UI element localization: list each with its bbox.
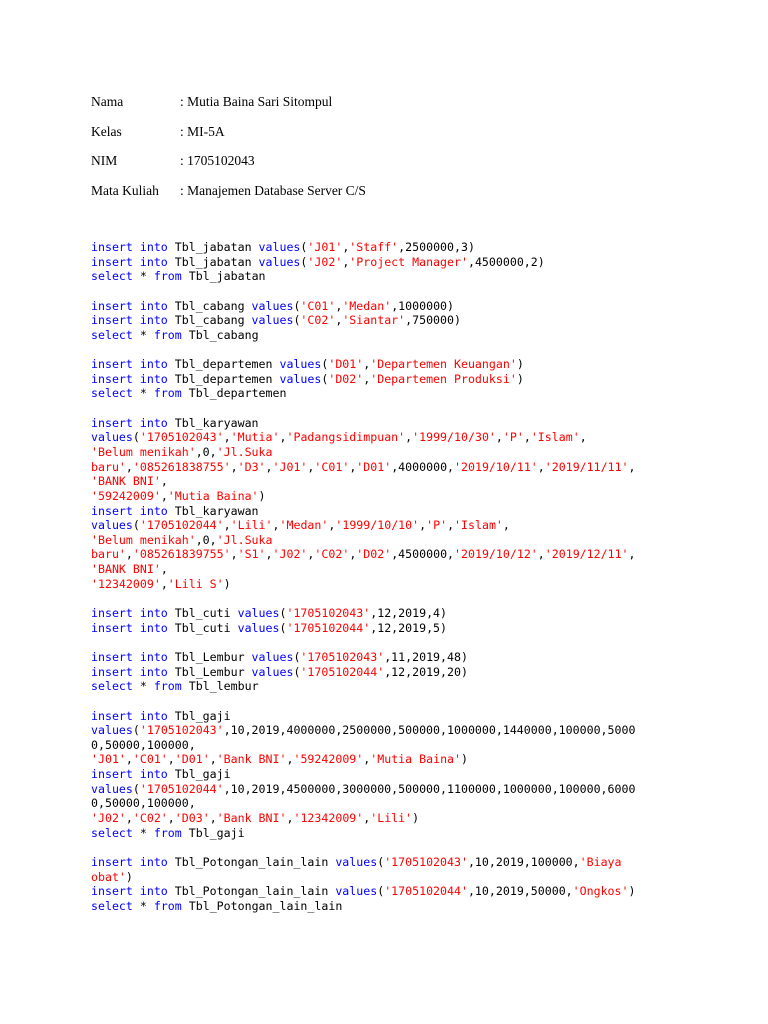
sql-text: , (405, 430, 413, 445)
sql-string: 'Bank BNI' (216, 752, 287, 767)
sql-text: Tbl_karyawan (174, 415, 259, 430)
sql-keyword: from (153, 386, 189, 401)
sql-text: , (523, 430, 531, 445)
sql-text: ( (377, 854, 385, 869)
sql-keyword: insert into (91, 620, 175, 635)
sql-text: , (537, 547, 545, 562)
sql-keyword: values (251, 313, 294, 328)
sql-text: ) (516, 371, 524, 386)
sql-string: 'C02' (132, 810, 168, 825)
code-line (91, 855, 636, 870)
sql-text: ) (628, 884, 636, 899)
sql-keyword: insert into (91, 298, 175, 313)
sql-block (91, 855, 636, 914)
sql-string: 'D3' (237, 459, 266, 474)
sql-text: ) (125, 869, 133, 884)
sql-keyword: select (91, 679, 140, 694)
sql-text: , (230, 547, 238, 562)
sql-string: 'J01' (91, 752, 126, 767)
sql-text: , (502, 518, 510, 533)
sql-text: ( (293, 664, 301, 679)
sql-text: 0,50000,100000, (91, 796, 196, 811)
sql-text: Tbl_cuti (174, 620, 238, 635)
sql-string: 'C01' (314, 459, 350, 474)
sql-text: , (307, 459, 315, 474)
sql-block (91, 606, 636, 635)
sql-text: ,4000000, (391, 459, 455, 474)
sql-text: , (125, 810, 133, 825)
code-line (91, 416, 636, 431)
sql-text: Tbl_cabang (188, 327, 259, 342)
sql-text: , (160, 474, 168, 489)
sql-text: ,2500000,3) (398, 240, 475, 254)
sql-text: * (139, 269, 154, 284)
sql-keyword: select (91, 898, 140, 913)
sql-string: 'Mutia Baina' (370, 752, 462, 767)
sql-text: ( (132, 430, 140, 445)
sql-string: 'Islam' (454, 518, 503, 533)
sql-string: 'BANK BNI' (91, 474, 161, 489)
sql-string: 'Lili S' (167, 576, 224, 591)
sql-text: ( (132, 781, 140, 796)
sql-text: ( (279, 606, 287, 621)
sql-string: '12342009' (91, 576, 161, 591)
sql-text: Tbl_Potongan_lain_lain (174, 884, 336, 899)
sql-keyword: select (91, 327, 140, 342)
sql-text: , (125, 459, 133, 474)
sql-string: 'Project Manager' (349, 254, 468, 269)
sql-text: ,10,2019,4500000,3000000,500000,1100000,1000000,100000,6000 (223, 781, 636, 796)
code-line (91, 533, 636, 548)
code-line (91, 665, 636, 680)
sql-string: '1705102043' (139, 430, 224, 445)
sql-text: Tbl_jabatan (174, 254, 259, 269)
sql-text: Tbl_Lembur (174, 649, 252, 664)
sql-string: 'Jl.Suka (216, 532, 273, 547)
sql-string: '2019/10/11' (454, 459, 538, 474)
sql-text: Tbl_gaji (174, 708, 231, 723)
sql-text: ,11,2019,48) (384, 649, 468, 664)
sql-string: 'C02' (300, 313, 336, 328)
sql-text: Tbl_jabatan (174, 240, 259, 254)
sql-text: ( (300, 254, 308, 269)
sql-string: 'BANK BNI' (91, 562, 161, 577)
sql-keyword: insert into (91, 240, 175, 254)
sql-text: ( (293, 649, 301, 664)
sql-text: ,4500000, (391, 547, 455, 562)
sql-text: , (209, 752, 217, 767)
code-line (91, 489, 636, 504)
sql-text: , (223, 518, 231, 533)
sql-text: , (363, 752, 371, 767)
sql-text: , (363, 371, 371, 386)
sql-string: 'Mutia Baina' (167, 488, 259, 503)
code-line (91, 299, 636, 314)
block-gap (91, 635, 636, 650)
sql-text: ) (258, 488, 266, 503)
block-gap (91, 342, 636, 357)
code-line (91, 430, 636, 445)
sql-text: , (335, 298, 343, 313)
sql-keyword: from (153, 825, 189, 840)
info-label: Kelas (91, 123, 122, 139)
sql-keyword: select (91, 386, 140, 401)
code-line (91, 445, 636, 460)
sql-text: ( (377, 884, 385, 899)
sql-text: * (139, 327, 154, 342)
sql-keyword: from (153, 327, 189, 342)
sql-string: '1705102044' (139, 518, 224, 533)
sql-string: '1705102044' (139, 781, 224, 796)
sql-text: Tbl_karyawan (174, 503, 259, 518)
sql-string: 'P' (426, 518, 448, 533)
sql-text: ) (223, 576, 231, 591)
sql-text: , (286, 810, 294, 825)
sql-keyword: values (91, 781, 133, 796)
code-line (91, 899, 636, 914)
sql-block (91, 709, 636, 841)
sql-string: 'Bank BNI' (216, 810, 287, 825)
sql-keyword: insert into (91, 664, 175, 679)
sql-string: '2019/11/11' (544, 459, 629, 474)
sql-string: '12342009' (293, 810, 364, 825)
sql-keyword: values (237, 606, 280, 621)
code-line (91, 562, 636, 577)
sql-string: 'D01' (174, 752, 210, 767)
sql-string: 'Ongkos' (572, 884, 629, 899)
sql-text: , (349, 547, 357, 562)
sql-string: 'Staff' (349, 240, 399, 254)
sql-keyword: values (251, 664, 294, 679)
sql-keyword: values (251, 649, 294, 664)
sql-string: 'Departemen Keuangan' (370, 357, 517, 372)
sql-string: 'C01' (300, 298, 336, 313)
code-line (91, 723, 636, 738)
sql-text: , (628, 547, 636, 562)
code-line (91, 474, 636, 489)
sql-text: , (342, 254, 350, 269)
sql-string: '1999/10/10' (335, 518, 420, 533)
block-gap (91, 284, 636, 299)
code-line (91, 328, 636, 343)
sql-string: baru' (91, 459, 126, 474)
sql-keyword: values (91, 518, 133, 533)
sql-text: , (209, 810, 217, 825)
sql-text: Tbl_jabatan (188, 269, 266, 284)
sql-text: ( (321, 371, 329, 386)
block-gap (91, 694, 636, 709)
sql-string: 'D01' (328, 357, 364, 372)
sql-block (91, 357, 636, 401)
sql-keyword: values (237, 620, 280, 635)
sql-keyword: values (91, 430, 133, 445)
sql-string: 'D03' (174, 810, 210, 825)
sql-keyword: values (258, 254, 301, 269)
sql-keyword: insert into (91, 254, 175, 269)
sql-text: , (230, 459, 238, 474)
sql-text: Tbl_lembur (188, 679, 259, 694)
sql-text: , (419, 518, 427, 533)
sql-string: '1705102044' (300, 664, 385, 679)
info-label: NIM (91, 153, 118, 169)
code-line (91, 709, 636, 724)
sql-keyword: insert into (91, 357, 175, 372)
sql-keyword: insert into (91, 503, 175, 518)
sql-text: , (272, 518, 280, 533)
sql-text: * (139, 898, 154, 913)
sql-text: , (628, 459, 636, 474)
sql-string: 'C01' (132, 752, 168, 767)
sql-keyword: insert into (91, 371, 175, 386)
sql-string: '1705102043' (300, 649, 385, 664)
sql-code-listing (91, 240, 636, 913)
sql-text: , (363, 810, 371, 825)
sql-string: 'J01' (307, 240, 343, 254)
sql-string: 'Medan' (279, 518, 329, 533)
code-line (91, 372, 636, 387)
sql-keyword: select (91, 825, 140, 840)
sql-text: ) (516, 357, 524, 372)
sql-string: 'S1' (237, 547, 266, 562)
info-value: : Manajemen Database Server C/S (180, 182, 366, 198)
info-value: : 1705102043 (180, 153, 255, 169)
sql-text: ,0, (195, 444, 217, 459)
sql-string: 'J02' (272, 547, 308, 562)
code-line (91, 255, 636, 270)
sql-keyword: from (153, 898, 189, 913)
sql-block (91, 240, 636, 284)
sql-string: 'Padangsidimpuan' (286, 430, 406, 445)
code-line (91, 650, 636, 665)
sql-string: '1705102044' (384, 884, 468, 899)
sql-string: 'Islam' (530, 430, 580, 445)
code-line (91, 796, 636, 811)
sql-string: 'D02' (356, 547, 392, 562)
code-line (91, 782, 636, 797)
sql-text: ( (132, 723, 140, 738)
sql-keyword: from (153, 679, 189, 694)
sql-string: '1705102043' (384, 854, 468, 869)
code-line (91, 269, 636, 284)
sql-string: obat' (91, 869, 126, 884)
sql-text: ( (293, 298, 301, 313)
sql-text: Tbl_gaji (188, 825, 245, 840)
code-line (91, 460, 636, 475)
sql-keyword: values (335, 854, 378, 869)
sql-string: 'Jl.Suka (216, 444, 273, 459)
sql-block (91, 650, 636, 694)
sql-text: , (279, 430, 287, 445)
sql-text: ,12,2019,20) (384, 664, 468, 679)
sql-string: '2019/12/11' (544, 547, 629, 562)
block-gap (91, 591, 636, 606)
sql-string: 'Medan' (342, 298, 392, 313)
code-line (91, 870, 636, 885)
code-line (91, 577, 636, 592)
sql-text: , (167, 810, 175, 825)
sql-text: , (265, 547, 273, 562)
code-line (91, 738, 636, 753)
sql-text: , (265, 459, 273, 474)
sql-text: , (223, 430, 231, 445)
sql-text: , (160, 488, 168, 503)
code-line (91, 386, 636, 401)
sql-keyword: insert into (91, 313, 175, 328)
sql-text: Tbl_departemen (188, 386, 287, 401)
sql-text: , (447, 518, 455, 533)
sql-text: Tbl_departemen (174, 357, 280, 372)
sql-text: ,10,2019,4000000,2500000,500000,1000000,1440000,100000,5000 (223, 723, 636, 738)
sql-string: '085261838755' (132, 459, 231, 474)
sql-string: '1705102043' (286, 606, 371, 621)
code-line (91, 752, 636, 767)
sql-text: , (167, 752, 175, 767)
sql-string: 'J02' (307, 254, 343, 269)
sql-keyword: insert into (91, 767, 175, 782)
sql-keyword: values (279, 357, 322, 372)
info-value: : Mutia Baina Sari Sitompul (180, 94, 333, 109)
sql-text: ,12,2019,5) (370, 620, 448, 635)
sql-string: 'D02' (328, 371, 364, 386)
sql-string: 'J01' (272, 459, 308, 474)
sql-keyword: values (335, 884, 378, 899)
sql-keyword: insert into (91, 415, 175, 430)
code-line (91, 240, 636, 255)
sql-text: Tbl_cuti (174, 606, 238, 621)
sql-string: 'P' (502, 430, 524, 445)
code-line (91, 313, 636, 328)
sql-text: ( (279, 620, 287, 635)
sql-text: ,12,2019,4) (370, 606, 448, 621)
sql-text: * (139, 679, 154, 694)
block-gap (91, 401, 636, 416)
info-label: Nama (91, 94, 124, 109)
sql-text: , (160, 576, 168, 591)
sql-keyword: select (91, 269, 140, 284)
code-line (91, 826, 636, 841)
sql-string: 'C02' (314, 547, 350, 562)
sql-keyword: insert into (91, 649, 175, 664)
info-value: : MI-5A (180, 123, 225, 139)
sql-block (91, 299, 636, 343)
sql-keyword: values (251, 298, 294, 313)
sql-text: ( (300, 240, 308, 254)
sql-text: ,10,2019,50000, (467, 884, 573, 899)
block-gap (91, 840, 636, 855)
sql-text: * (139, 825, 154, 840)
sql-keyword: insert into (91, 884, 175, 899)
sql-text: , (363, 357, 371, 372)
sql-keyword: insert into (91, 708, 175, 723)
sql-string: 'Biaya (579, 854, 622, 869)
sql-text: , (349, 459, 357, 474)
sql-keyword: insert into (91, 606, 175, 621)
sql-string: '59242009' (293, 752, 364, 767)
code-line (91, 767, 636, 782)
sql-text: ,4500000,2) (467, 254, 545, 269)
sql-text: , (328, 518, 336, 533)
sql-text: Tbl_Lembur (174, 664, 252, 679)
sql-text: , (537, 459, 545, 474)
sql-string: baru' (91, 547, 126, 562)
sql-text: , (342, 240, 350, 254)
sql-string: '2019/10/12' (454, 547, 538, 562)
sql-string: 'Lili' (370, 810, 413, 825)
sql-string: 'D01' (356, 459, 392, 474)
sql-string: 'J02' (91, 810, 126, 825)
sql-text: Tbl_Potongan_lain_lain (188, 898, 343, 913)
sql-string: 'Lili' (230, 518, 273, 533)
sql-text: , (160, 562, 168, 577)
code-line (91, 606, 636, 621)
sql-text: Tbl_departemen (174, 371, 280, 386)
code-line (91, 679, 636, 694)
sql-keyword: values (279, 371, 322, 386)
sql-string: '1705102044' (286, 620, 371, 635)
code-line (91, 547, 636, 562)
sql-string: 'Departemen Produksi' (370, 371, 517, 386)
sql-text: Tbl_Potongan_lain_lain (174, 854, 336, 869)
sql-text: , (495, 430, 503, 445)
sql-text: Tbl_cabang (174, 298, 252, 313)
sql-text: ( (321, 357, 329, 372)
sql-block (91, 416, 636, 592)
sql-text: , (307, 547, 315, 562)
code-line (91, 518, 636, 533)
sql-keyword: from (153, 269, 189, 284)
sql-text: , (125, 752, 133, 767)
sql-text: , (335, 313, 343, 328)
sql-text: , (125, 547, 133, 562)
info-label: Mata Kuliah (91, 182, 159, 198)
sql-text: ,0, (195, 532, 217, 547)
code-line (91, 811, 636, 826)
sql-text: ,10,2019,100000, (467, 854, 580, 869)
sql-keyword: values (258, 240, 301, 254)
sql-text: * (139, 386, 154, 401)
sql-keyword: values (91, 723, 133, 738)
sql-text: ( (293, 313, 301, 328)
sql-string: '59242009' (91, 488, 161, 503)
sql-text: ,750000) (405, 313, 461, 328)
sql-string: '1705102043' (139, 723, 224, 738)
sql-string: 'Belum menikah' (91, 444, 196, 459)
sql-string: '085261839755' (132, 547, 231, 562)
code-line (91, 884, 636, 899)
code-line (91, 357, 636, 372)
code-line (91, 504, 636, 519)
sql-string: 'Siantar' (342, 313, 406, 328)
sql-text: ) (461, 752, 468, 767)
sql-text: Tbl_cabang (174, 313, 252, 328)
sql-string: 'Mutia' (230, 430, 280, 445)
sql-text: , (579, 430, 587, 445)
sql-text: Tbl_gaji (174, 767, 231, 782)
sql-string: '1999/10/30' (412, 430, 496, 445)
sql-string: 'Belum menikah' (91, 532, 196, 547)
sql-text: ( (132, 518, 140, 533)
sql-keyword: insert into (91, 854, 175, 869)
sql-text: 0,50000,100000, (91, 737, 196, 752)
code-line (91, 621, 636, 636)
sql-text: ,1000000) (391, 298, 455, 313)
sql-text: , (286, 752, 294, 767)
sql-text: ) (412, 810, 420, 825)
